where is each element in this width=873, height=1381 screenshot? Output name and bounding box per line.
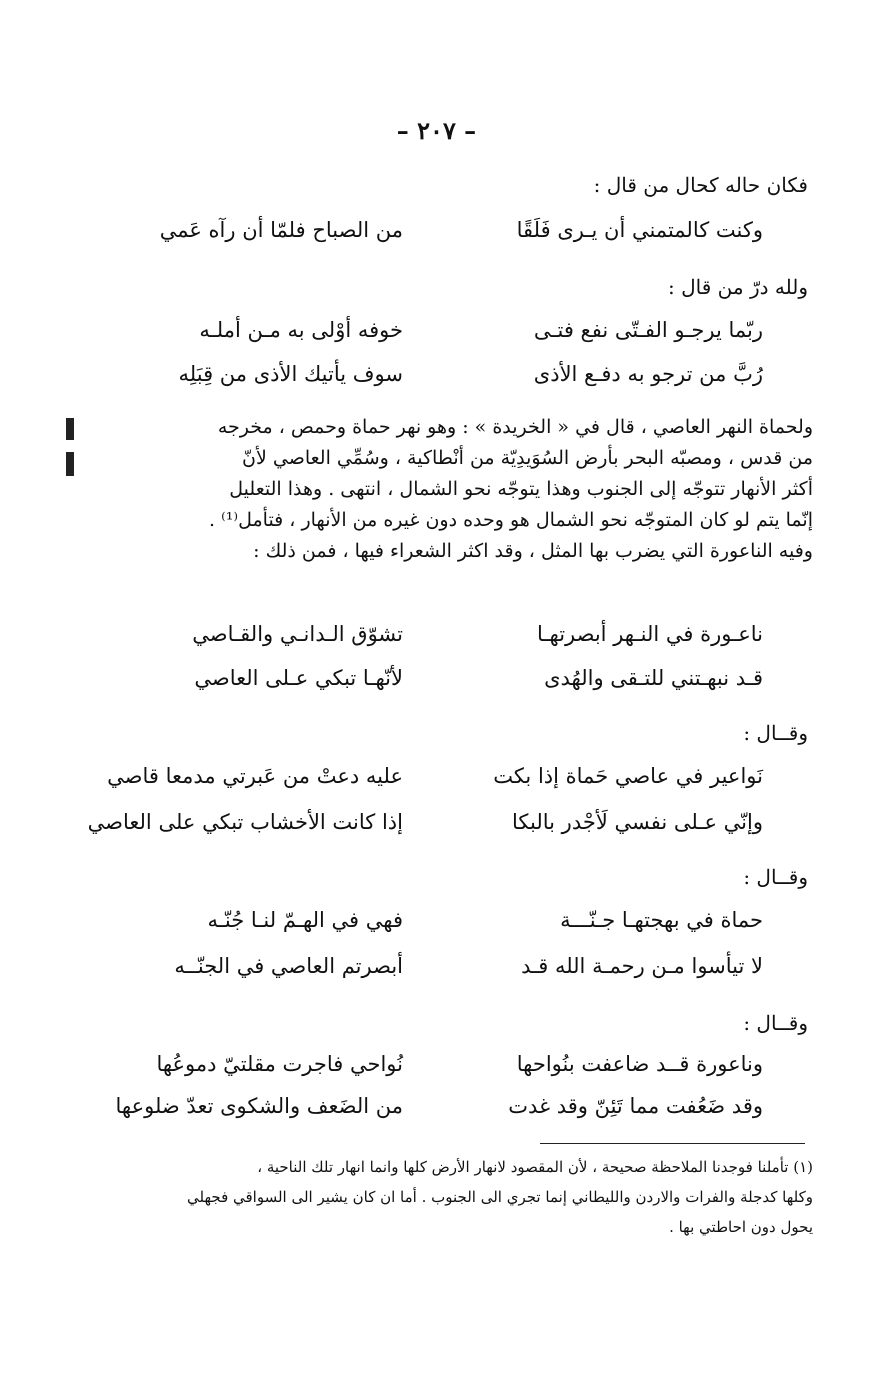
qala-line: وقــال :: [743, 721, 808, 745]
prose-line: وفيه الناعورة التي يضرب بها المثل ، وقد اكثر الشعراء فيها ، فمن ذلك :: [253, 540, 813, 562]
prose-line: إنّما يتم لو كان المتوجّه نحو الشمال هو وحده دون غيره من الأنهار ، فتأمل⁽¹⁾ .: [209, 509, 813, 531]
verse-first-hemistich: قـد نبهـتني للتـقى والهُدى: [544, 666, 763, 690]
margin-bracket-mark: [66, 418, 74, 440]
verse-second-hemistich: إذا كانت الأخشاب تبكي على العاصي: [87, 810, 403, 834]
margin-bracket-mark: [66, 452, 74, 476]
verse-first-hemistich: وناعورة قــد ضاعفت بنُواحها: [516, 1052, 763, 1076]
verse-second-hemistich: من الضَعف والشكوى تعدّ ضلوعها: [115, 1094, 403, 1118]
footnote-line: (١) تأملنا فوجدنا الملاحظة صحيحة ، لأن المقصود لانهار الأرض كلها وانما انهار تلك الناحية ،: [257, 1158, 813, 1176]
prose-line: أكثر الأنهار تتوجّه إلى الجنوب وهذا يتوجّه نحو الشمال ، انتهى . وهذا التعليل: [229, 478, 813, 500]
verse-line: [0, 622, 873, 662]
verse-second-hemistich: لأنّهـا تبكي عـلى العاصي: [194, 666, 403, 690]
page-number: – ٢٠٧ –: [396, 116, 477, 145]
verse-first-hemistich: نَواعير في عاصي حَماة إذا بكت: [493, 764, 763, 788]
footnote-line: وكلها كدجلة والفرات والاردن والليطاني إنما تجري الى الجنوب . أما ان كان يشير الى السواقي فجهلي: [187, 1188, 813, 1206]
verse-line: [0, 1052, 873, 1092]
verse-second-hemistich: تشوّق الـدانـي والقـاصي: [192, 622, 403, 646]
verse-second-hemistich: من الصباح فلمّا أن رآه عَمي: [159, 218, 403, 242]
verse-first-hemistich: حماة في بهجتهـا جـنّـــة: [560, 908, 763, 932]
footnote-line: يحول دون احاطتي بها .: [669, 1218, 813, 1236]
prose-line: من قدس ، ومصبّه البحر بأرض السُوَيدِيّة من أنْطاكية ، وسُمِّي العاصي لأنّ: [242, 447, 813, 469]
verse-first-hemistich: لا تيأسوا مـن رحمـة الله قـد: [521, 954, 763, 978]
verse-second-hemistich: سوف يأتيك الأذى من قِبَلِه: [178, 362, 403, 386]
verse-first-hemistich: ناعـورة في النـهر أبصرتهـا: [536, 622, 763, 646]
intro-line: فكان حاله كحال من قال :: [593, 173, 808, 197]
qala-line: وقــال :: [743, 865, 808, 889]
verse-second-hemistich: خوفه أوْلى به مـن أملـه: [199, 318, 403, 342]
footnote-separator: [540, 1143, 805, 1144]
prose-line: ولحماة النهر العاصي ، قال في « الخريدة » : وهو نهر حماة وحمص ، مخرجه: [217, 416, 813, 438]
verse-line: [0, 954, 873, 994]
verse-second-hemistich: أبصرتم العاصي في الجنّــه: [174, 954, 403, 978]
verse-second-hemistich: فهي في الهـمّ لنـا جُنّـه: [207, 908, 403, 932]
verse-line: [0, 810, 873, 850]
qala-line: وقــال :: [743, 1011, 808, 1035]
verse-line: [0, 908, 873, 948]
verse-second-hemistich: نُواحي فاجرت مقلتيّ دموعُها: [156, 1052, 403, 1076]
verse-line: [0, 1094, 873, 1134]
verse-line: [0, 318, 873, 358]
footnote: [48, 1152, 813, 1242]
verse-line: [0, 666, 873, 706]
prose-paragraph: [48, 412, 813, 567]
verse-first-hemistich: ربّما يرجـو الفـتّى نفع فتـى: [533, 318, 763, 342]
verse-line: [0, 764, 873, 804]
verse-first-hemistich: وقد ضَعُفت مما تَئِنّ وقد غدت: [508, 1094, 763, 1118]
verse-first-hemistich: وكنت كالمتمني أن يـرى فَلَقًا: [516, 218, 763, 242]
verse-line: [0, 362, 873, 402]
verse-second-hemistich: عليه دعتْ من عَبرتي مدمعا قاصي: [107, 764, 403, 788]
intro-line: ولله درّ من قال :: [668, 275, 808, 299]
verse-line: [0, 218, 873, 258]
verse-first-hemistich: وإنّي عـلى نفسي لَأجْدر بالبكا: [512, 810, 763, 834]
verse-first-hemistich: رُبَّ من ترجو به دفـع الأذى: [533, 362, 763, 386]
